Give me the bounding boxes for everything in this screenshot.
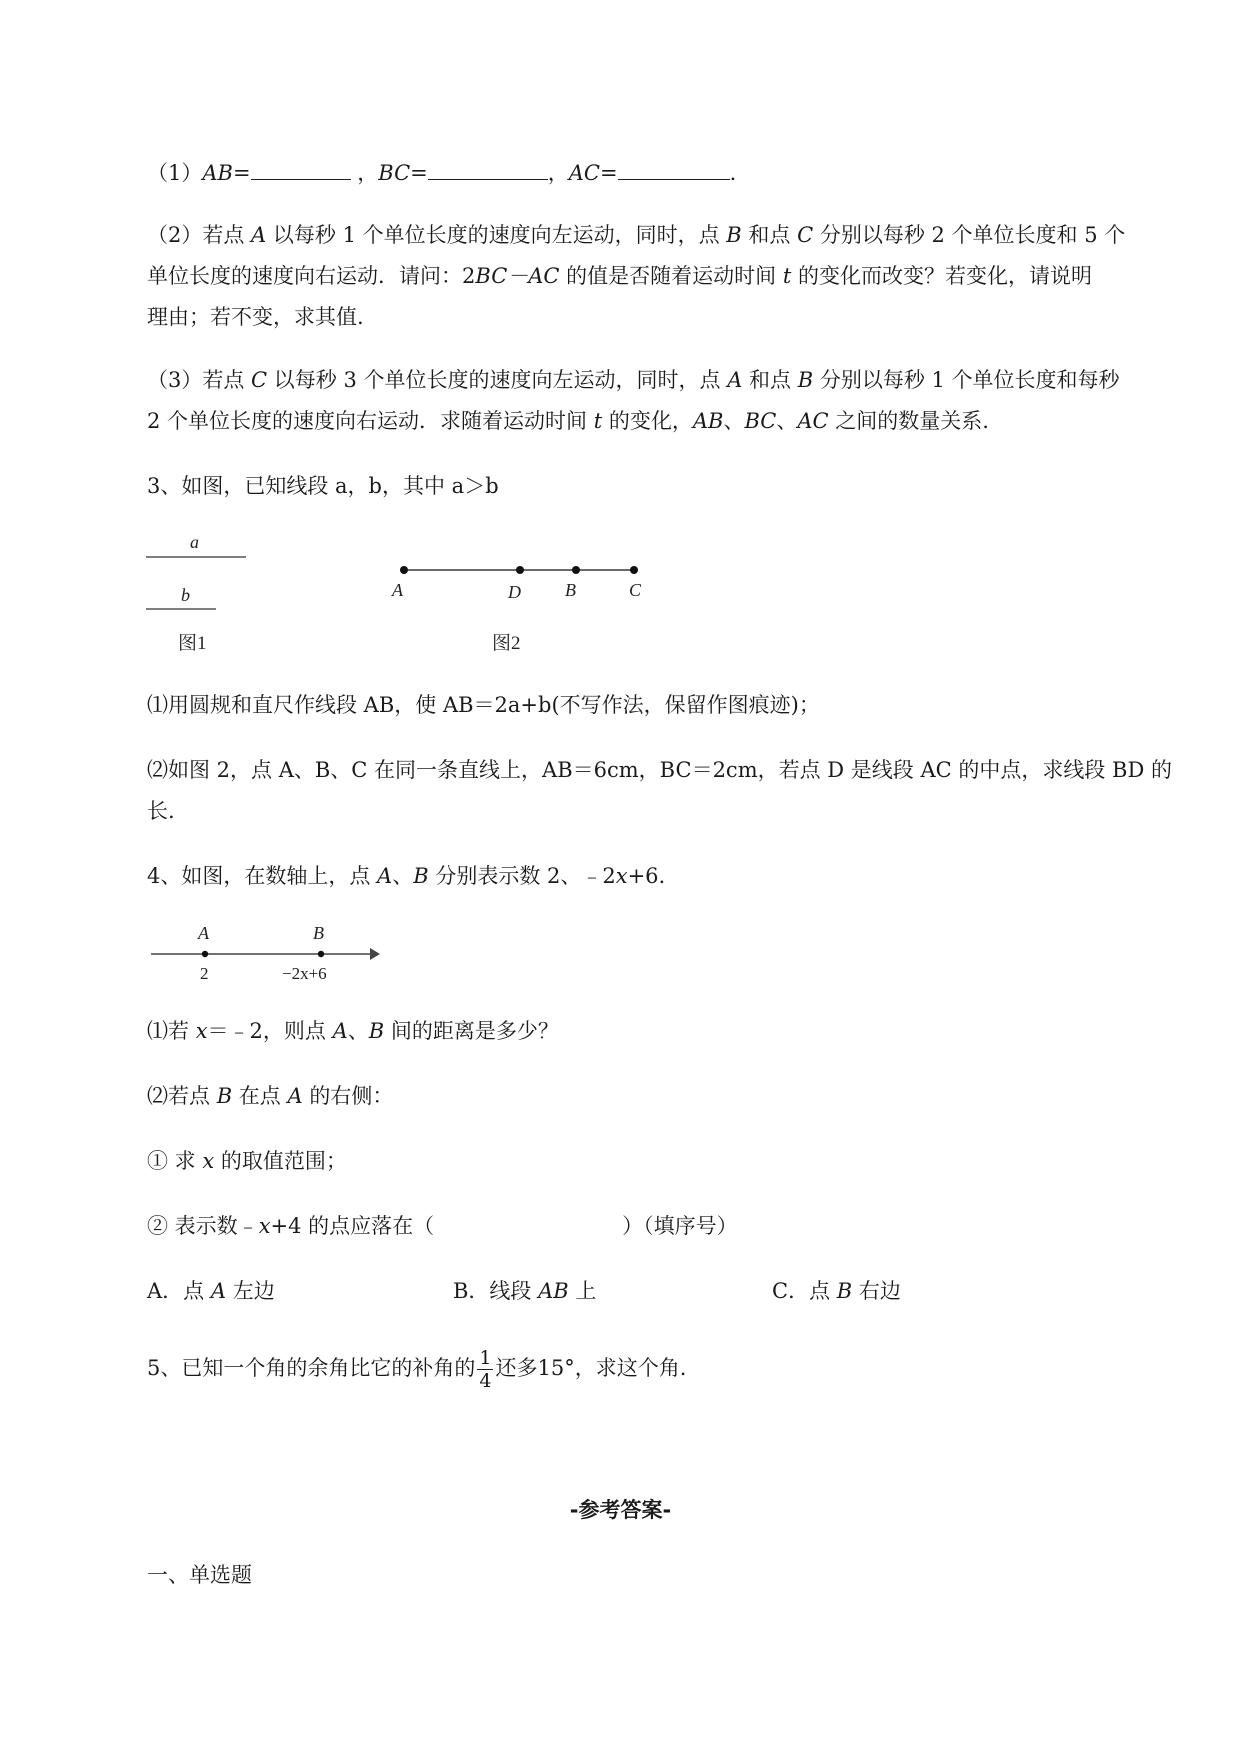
q2-part3-line2: 2 个单位长度的速度向右运动．求随着运动时间 t 的变化，AB、BC、AC 之间的数量关系. [147, 409, 989, 433]
q2-part2-line3: 理由；若不变，求其值. [147, 305, 364, 329]
q4-option-c[interactable]: C．点 B 右边 [772, 1279, 901, 1303]
q2-part3-line1: （3）若点 C 以每秒 3 个单位长度的速度向左运动，同时，点 A 和点 B 分别以每秒 1 个单位长度和每秒 [147, 368, 1120, 392]
fig2-point-B [572, 566, 580, 574]
q4-part2: ⑵若点 B 在点 A 的右侧： [147, 1084, 394, 1108]
q4-part1: ⑴若 x＝﹣2，则点 A、B 间的距离是多少？ [147, 1019, 559, 1043]
answers-section-1: 一、单选题 [147, 1563, 252, 1587]
q4-option-b[interactable]: B．线段 AB 上 [453, 1279, 597, 1303]
answer-blank-ac[interactable] [618, 157, 730, 180]
q3-figure1 [140, 525, 260, 655]
fraction-one-quarter: $\frac{1}{4}$ [479, 1347, 492, 1392]
fig1-label-b: b [181, 585, 190, 605]
q4-stem: 4、如图，在数轴上，点 A、B 分别表示数 2、﹣2x+6. [147, 864, 666, 888]
answers-heading: -参考答案- [569, 1498, 672, 1522]
q3-stem: 3、如图，已知线段 a，b，其中 a＞b [147, 474, 499, 498]
fig2-label-C: C [629, 580, 642, 600]
q3-part2-line1: ⑵如图 2，点 A、B、C 在同一条直线上，AB＝6cm，BC＝2cm，若点 D 是线段 AC 的中点，求线段 BD 的 [147, 758, 1172, 782]
numberline-label-A: A [198, 923, 209, 943]
fig2-label-D: D [508, 582, 521, 602]
fig2-label-A: A [392, 580, 403, 600]
numberline-value-B: −2x+6 [282, 964, 327, 983]
q4-number-line [145, 920, 385, 990]
q3-part1: ⑴用圆规和直尺作线段 AB，使 AB＝2a+b(不写作法，保留作图痕迹)； [147, 693, 820, 717]
fig2-caption: 图2 [492, 633, 521, 654]
fig1-label-a: a [190, 532, 199, 552]
q5-stem: 5、已知一个角的余角比它的补角的 $\frac{1}{4}$ 还多15°，求这个角. [147, 1347, 687, 1392]
fig2-point-A [400, 566, 408, 574]
numberline-point-A [202, 951, 208, 957]
q4-option-a[interactable]: A．点 A 左边 [147, 1279, 275, 1303]
fig2-point-C [630, 566, 638, 574]
q4-sub2: ② 表示数﹣x+4 的点应落在（ ）（填序号） [147, 1214, 738, 1238]
numberline-value-A: 2 [200, 964, 209, 983]
numberline-arrow-icon [370, 948, 380, 960]
q2-part2-line1: （2）若点 A 以每秒 1 个单位长度的速度向左运动，同时，点 B 和点 C 分别以每秒 2 个单位长度和 5 个 [147, 223, 1126, 247]
q3-figure2 [380, 555, 660, 655]
q3-part2-line2: 长. [147, 799, 175, 823]
fig2-point-D [516, 566, 524, 574]
q2-part2-line2: 单位长度的速度向右运动．请问：2BC－AC 的值是否随着运动时间 t 的变化而改变？若变化，请说明 [147, 264, 1092, 288]
answer-blank-bc[interactable] [428, 157, 548, 180]
fig1-caption: 图1 [178, 633, 207, 654]
q4-sub1: ① 求 x 的取值范围； [147, 1149, 347, 1173]
numberline-point-B [318, 951, 324, 957]
numberline-label-B: B [313, 923, 324, 943]
answer-blank-ab[interactable] [251, 157, 351, 180]
q2-part1: （1）AB= ，BC= ，AC= . [147, 157, 736, 188]
fig2-label-B: B [565, 580, 576, 600]
